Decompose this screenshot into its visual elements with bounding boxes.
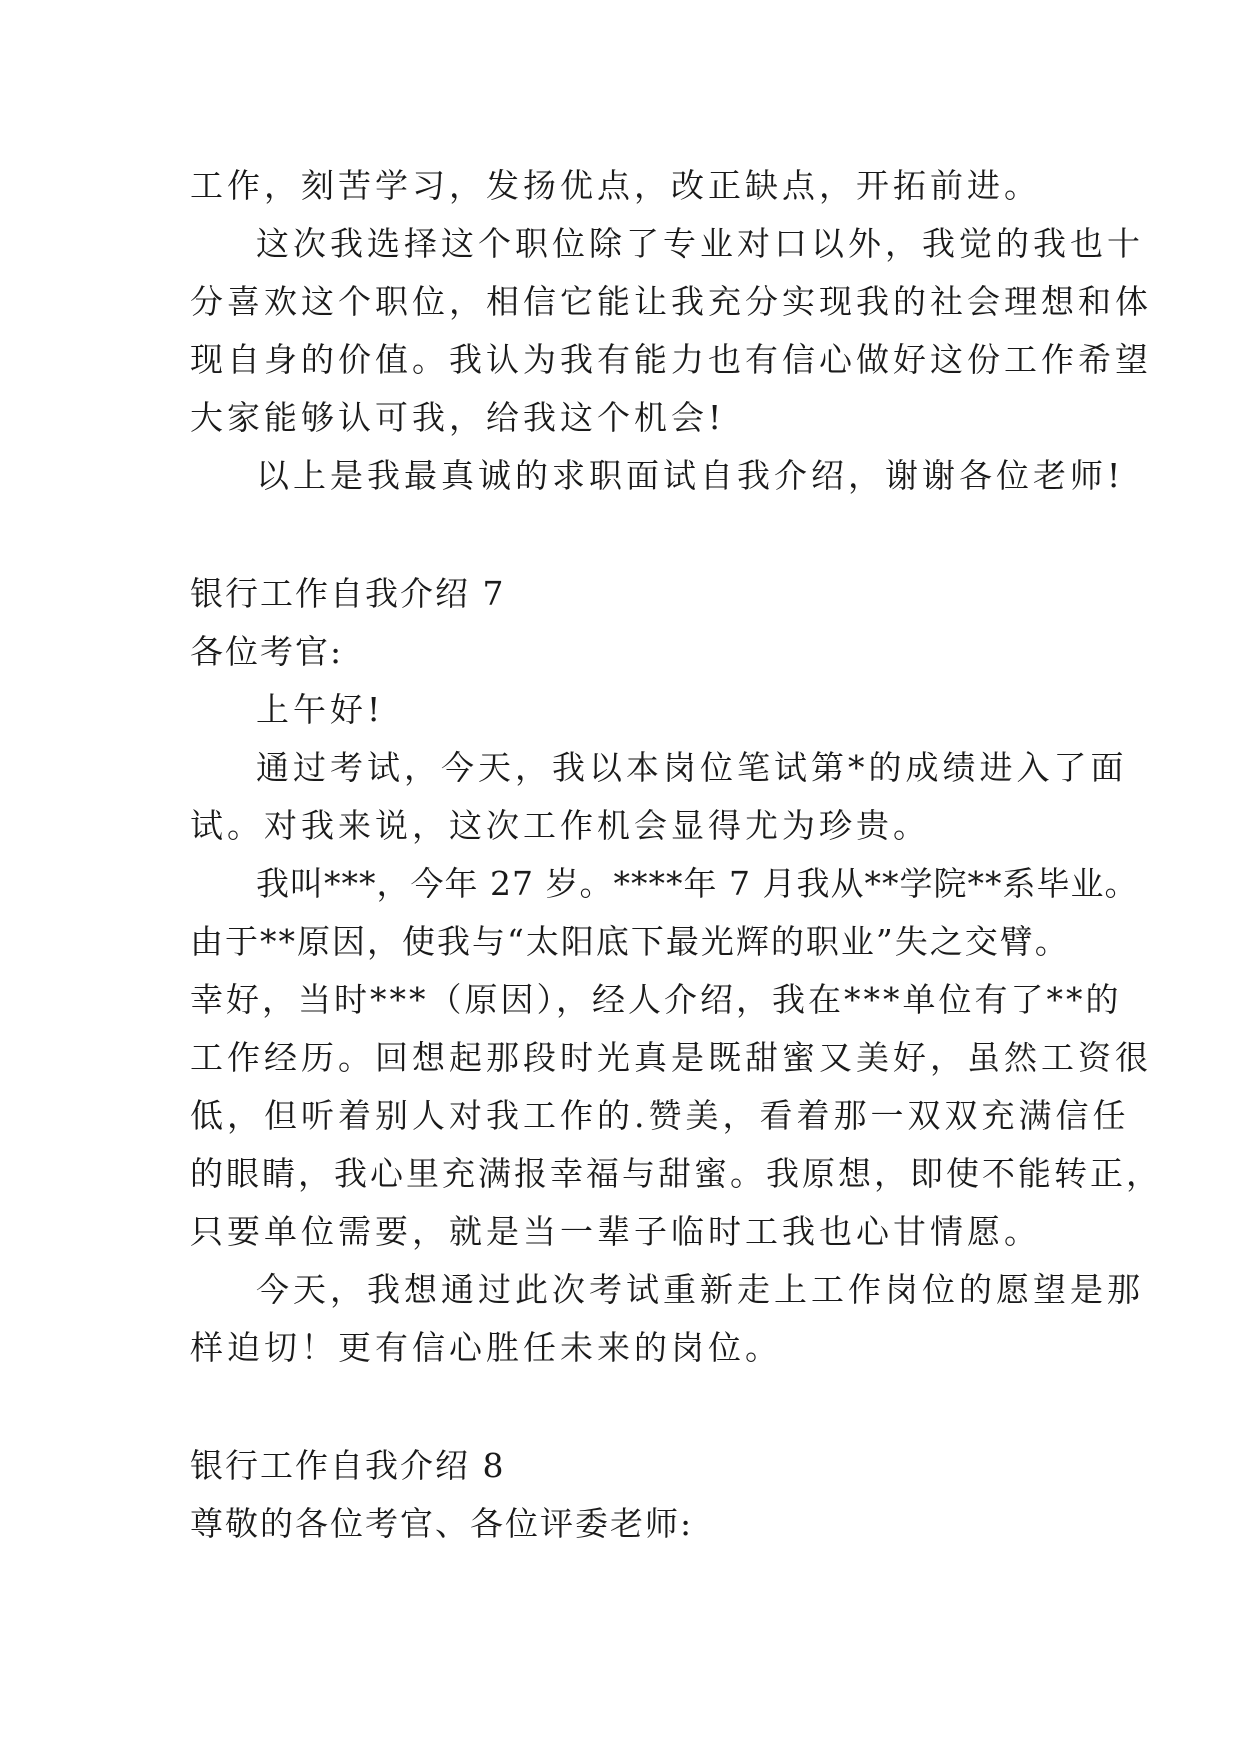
paragraph-line: 以上是我最真诚的求职面试自我介绍，谢谢各位老师!	[256, 456, 1125, 495]
paragraph-line: 由于**原因，使我与“太阳底下最光辉的职业”失之交臂。	[190, 922, 1070, 961]
paragraph-line: 低，但听着别人对我工作的.赞美，看着那一双双充满信任	[190, 1096, 1130, 1135]
section-heading: 银行工作自我介绍 7	[190, 574, 506, 613]
paragraph-line: 样迫切！更有信心胜任未来的岗位。	[190, 1328, 782, 1367]
paragraph-line: 只要单位需要，就是当一辈子临时工我也心甘情愿。	[190, 1212, 1041, 1251]
paragraph-line: 现自身的价值。我认为我有能力也有信心做好这份工作希望	[190, 340, 1152, 379]
paragraph-line: 通过考试，今天，我以本岗位笔试第*的成绩进入了面	[256, 748, 1128, 787]
paragraph-line: 今天，我想通过此次考试重新走上工作岗位的愿望是那	[256, 1270, 1144, 1309]
paragraph-line: 工作经历。回想起那段时光真是既甜蜜又美好，虽然工资很	[190, 1038, 1152, 1077]
greeting: 上午好!	[256, 690, 385, 729]
paragraph-line: 的眼睛，我心里充满报幸福与甜蜜。我原想，即使不能转正，	[190, 1154, 1162, 1193]
section-heading: 银行工作自我介绍 8	[190, 1446, 506, 1485]
salutation: 各位考官:	[190, 632, 344, 671]
paragraph-line: 工作，刻苦学习，发扬优点，改正缺点，开拓前进。	[190, 166, 1041, 205]
paragraph-line: 我叫***，今年 27 岁。****年 7 月我从**学院**系毕业。	[256, 864, 1139, 903]
salutation: 尊敬的各位考官、各位评委老师:	[190, 1504, 694, 1543]
paragraph-line: 这次我选择这个职位除了专业对口以外，我觉的我也十	[256, 224, 1144, 263]
paragraph-line: 试。对我来说，这次工作机会显得尤为珍贵。	[190, 806, 930, 845]
paragraph-line: 幸好，当时***（原因），经人介绍，我在***单位有了**的	[190, 980, 1122, 1019]
paragraph-line: 大家能够认可我，给我这个机会!	[190, 398, 726, 437]
paragraph-line: 分喜欢这个职位，相信它能让我充分实现我的社会理想和体	[190, 282, 1152, 321]
